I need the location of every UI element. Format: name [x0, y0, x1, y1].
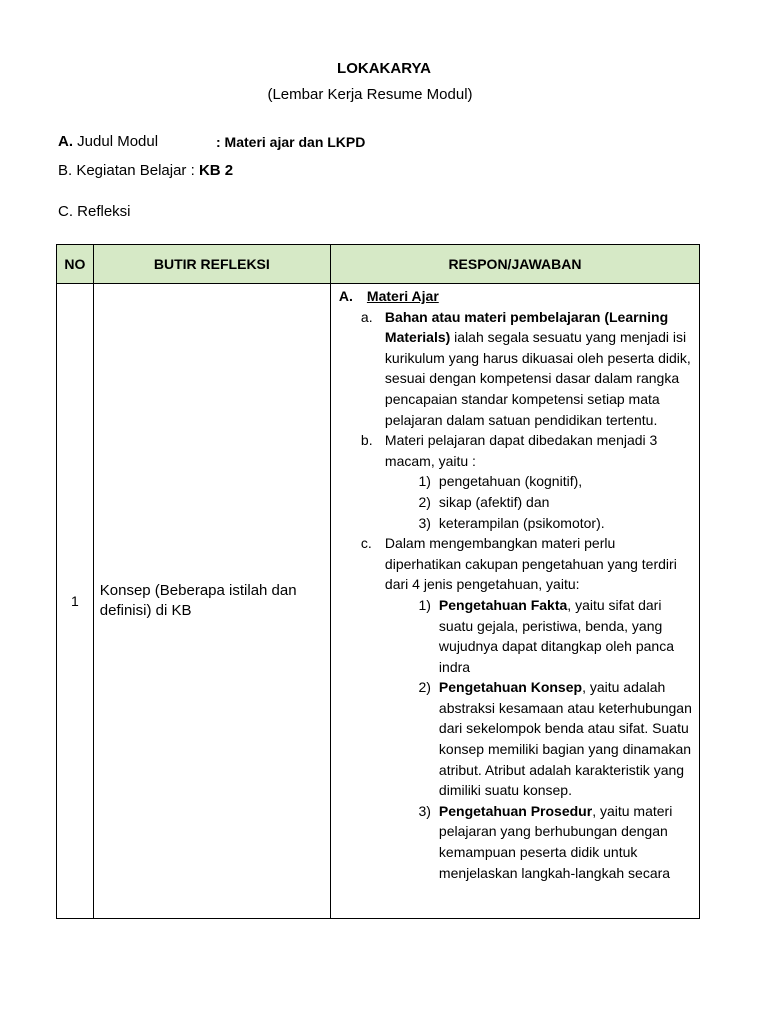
item-a-body: ialah segala sesuatu yang menjadi isi kurikulum yang harus dikuasai oleh peserta didik, sesuai dengan kompetensi dasar dalam rangka pencapaian standar kompetensi setiap mata pelajaran dalam satuan pendidikan tertentu. — [384, 329, 691, 428]
sub-item-text — [439, 595, 693, 677]
sub-item-label: 3) — [418, 802, 431, 819]
list-item — [339, 492, 693, 513]
table-header-row — [57, 245, 700, 284]
item-a-bold: Bahan atau materi pembelajaran (Learning Materials) — [384, 308, 669, 346]
sub-item-bold: Pengetahuan Fakta — [438, 596, 568, 613]
list-item-c — [339, 533, 693, 595]
refleksi-heading: C. Refleksi — [58, 203, 131, 220]
header-respon-jawaban: RESPON/JAWABAN — [330, 245, 699, 284]
sub-item-label: 3) — [418, 514, 431, 531]
sub-item-text: keterampilan (psikomotor). — [438, 514, 605, 531]
item-a-label: a. — [360, 308, 373, 325]
sub-item-label: 1) — [418, 473, 431, 490]
sub-item-text: pengetahuan (kognitif), — [438, 473, 583, 490]
cell-no: 1 — [57, 284, 94, 919]
sub-item-body: , yaitu sifat dari suatu gejala, peristiwa, benda, yang wujudnya dapat ditangkap oleh panca indra — [438, 596, 674, 675]
document-title: LOKAKARYA — [337, 60, 431, 77]
sub-item-text — [439, 801, 693, 883]
section-label: A. — [338, 288, 353, 304]
judul-modul-key: Judul Modul — [77, 133, 159, 150]
kegiatan-belajar-label: B. Kegiatan Belajar : — [58, 162, 195, 179]
list-item — [339, 595, 693, 677]
sub-item-body: , yaitu materi pelajaran yang berhubungan dengan kemampuan peserta didik untuk menjelaskan langkah-langkah secara — [438, 802, 673, 881]
item-c-label: c. — [360, 535, 372, 552]
item-c-text: Dalam mengembangkan materi perlu diperhatikan cakupan pengetahuan yang terdiri dari 4 jenis pengetahuan, yaitu: — [384, 535, 677, 593]
list-item — [339, 801, 693, 883]
kegiatan-belajar-row — [58, 162, 233, 179]
list-item-b — [339, 430, 693, 471]
cell-respon — [330, 284, 699, 919]
sub-item-label: 2) — [418, 493, 431, 510]
list-item — [339, 677, 693, 801]
sub-item-body: , yaitu adalah abstraksi kesamaan atau keterhubungan dari sekelompok benda atau sifat. Suatu konsep memiliki bagian yang dinamakan atribut. Atribut adalah karakteristik yang dimiliki suatu konsep. — [438, 679, 692, 799]
sub-item-label: 1) — [418, 596, 431, 613]
section-title: Materi Ajar — [366, 288, 439, 304]
sub-item-bold: Pengetahuan Konsep — [438, 679, 583, 696]
list-item-a — [339, 307, 693, 431]
header-no: NO — [57, 245, 94, 284]
judul-modul-label — [58, 133, 158, 150]
kegiatan-belajar-value: KB 2 — [198, 162, 234, 179]
cell-butir: Konsep (Beberapa istilah dan definisi) di KB — [93, 284, 330, 919]
document-subtitle: (Lembar Kerja Resume Modul) — [267, 86, 473, 103]
judul-modul-value: : Materi ajar dan LKPD — [216, 134, 366, 150]
item-b-text: Materi pelajaran dapat dibedakan menjadi 3 macam, yaitu : — [384, 432, 658, 469]
judul-modul-letter: A. — [58, 133, 73, 150]
judul-modul-row — [58, 133, 366, 150]
sub-item-bold: Pengetahuan Prosedur — [438, 802, 593, 819]
item-b-label: b. — [360, 432, 373, 449]
sub-item-text: sikap (afektif) dan — [438, 493, 550, 510]
sub-item-text — [439, 677, 693, 801]
section-materi-ajar — [339, 286, 693, 307]
item-a-text — [385, 307, 693, 431]
list-item — [339, 513, 693, 534]
sub-item-label: 2) — [418, 679, 431, 696]
reflection-table — [56, 244, 700, 919]
header-butir-refleksi: BUTIR REFLEKSI — [93, 245, 330, 284]
table-row — [57, 284, 700, 919]
list-item — [339, 471, 693, 492]
